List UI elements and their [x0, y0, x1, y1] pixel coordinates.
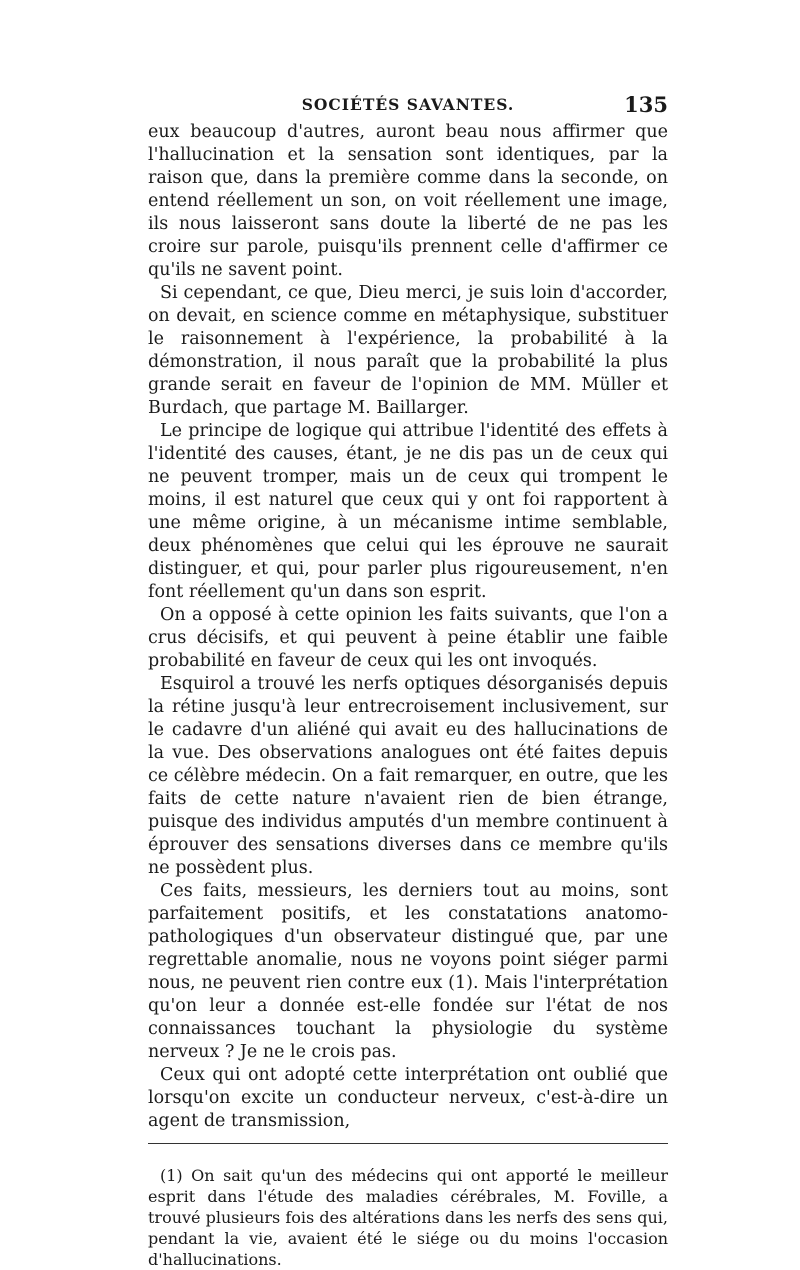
paragraph-continued: eux beaucoup d'autres, auront beau nous affirmer que l'hallucination et la sensation sont identiques, par la raison que, dans la première comme dans la seconde, on entend réellement un son, on voit réellement une image, ils nous laisseront sans doute la liberté de ne pas les croire sur parole, puisqu'ils prennent celle d'affirmer ce qu'ils ne savent point. — [148, 122, 668, 280]
paragraph: Esquirol a trouvé les nerfs optiques désorganisés depuis la rétine jusqu'à leur entrecroisement inclusivement, sur le cadavre d'un aliéné qui avait eu des hallucinations de la vue. Des observations analogues ont été faites depuis ce célèbre médecin. On a fait remarquer, en outre, que les faits de cette nature n'avaient rien de bien étrange, puisque des individus amputés d'un membre continuent à éprouver des sensations diverses dans ce membre qu'ils ne possèdent plus. — [148, 674, 668, 878]
body-text — [148, 121, 668, 1133]
footnote-text: (1) On sait qu'un des médecins qui ont apporté le meilleur esprit dans l'étude des maladies cérébrales, M. Foville, a trouvé plusieurs fois des altérations dans les nerfs des sens qui, pendant la vie, avaient été le siége ou du moins l'occasion d'hallucinations. — [148, 1166, 668, 1269]
page-number: 135 — [624, 92, 668, 117]
paragraph: Ces faits, messieurs, les derniers tout au moins, sont parfaitement positifs, et les constatations anatomo-pathologiques d'un observateur distingué que, par une regrettable anomalie, nous ne voyons point siéger parmi nous, ne peuvent rien contre eux (1). Mais l'interprétation qu'on leur a donnée est-elle fondée sur l'état de nos connaissances touchant la physiologie du système nerveux ? Je ne le crois pas. — [148, 881, 668, 1062]
book-page — [148, 92, 668, 1270]
page-header — [148, 92, 668, 118]
running-title: SOCIÉTÉS SAVANTES. — [301, 95, 515, 114]
footnote — [148, 1165, 668, 1270]
paragraph: Si cependant, ce que, Dieu merci, je suis loin d'accorder, on devait, en science comme en métaphysique, substituer le raisonnement à l'expérience, la probabilité à la démonstration, il nous paraît que la probabilité la plus grande serait en faveur de l'opinion de MM. Müller et Burdach, que partage M. Baillarger. — [148, 283, 668, 418]
paragraph: Ceux qui ont adopté cette interprétation ont oublié que lorsqu'on excite un conducteur nerveux, c'est-à-dire un agent de transmission, — [148, 1065, 668, 1131]
footnote-divider — [148, 1143, 668, 1144]
paragraph: Le principe de logique qui attribue l'identité des effets à l'identité des causes, étant, je ne dis pas un de ceux qui ne peuvent tromper, mais un de ceux qui trompent le moins, il est naturel que ceux qui y ont foi rapportent à une même origine, à un mécanisme intime semblable, deux phénomènes que celui qui les éprouve ne saurait distinguer, et qui, pour parler plus rigoureusement, n'en font réellement qu'un dans son esprit. — [148, 421, 668, 602]
paragraph: On a opposé à cette opinion les faits suivants, que l'on a crus décisifs, et qui peuvent à peine établir une faible probabilité en faveur de ceux qui les ont invoqués. — [148, 605, 668, 671]
